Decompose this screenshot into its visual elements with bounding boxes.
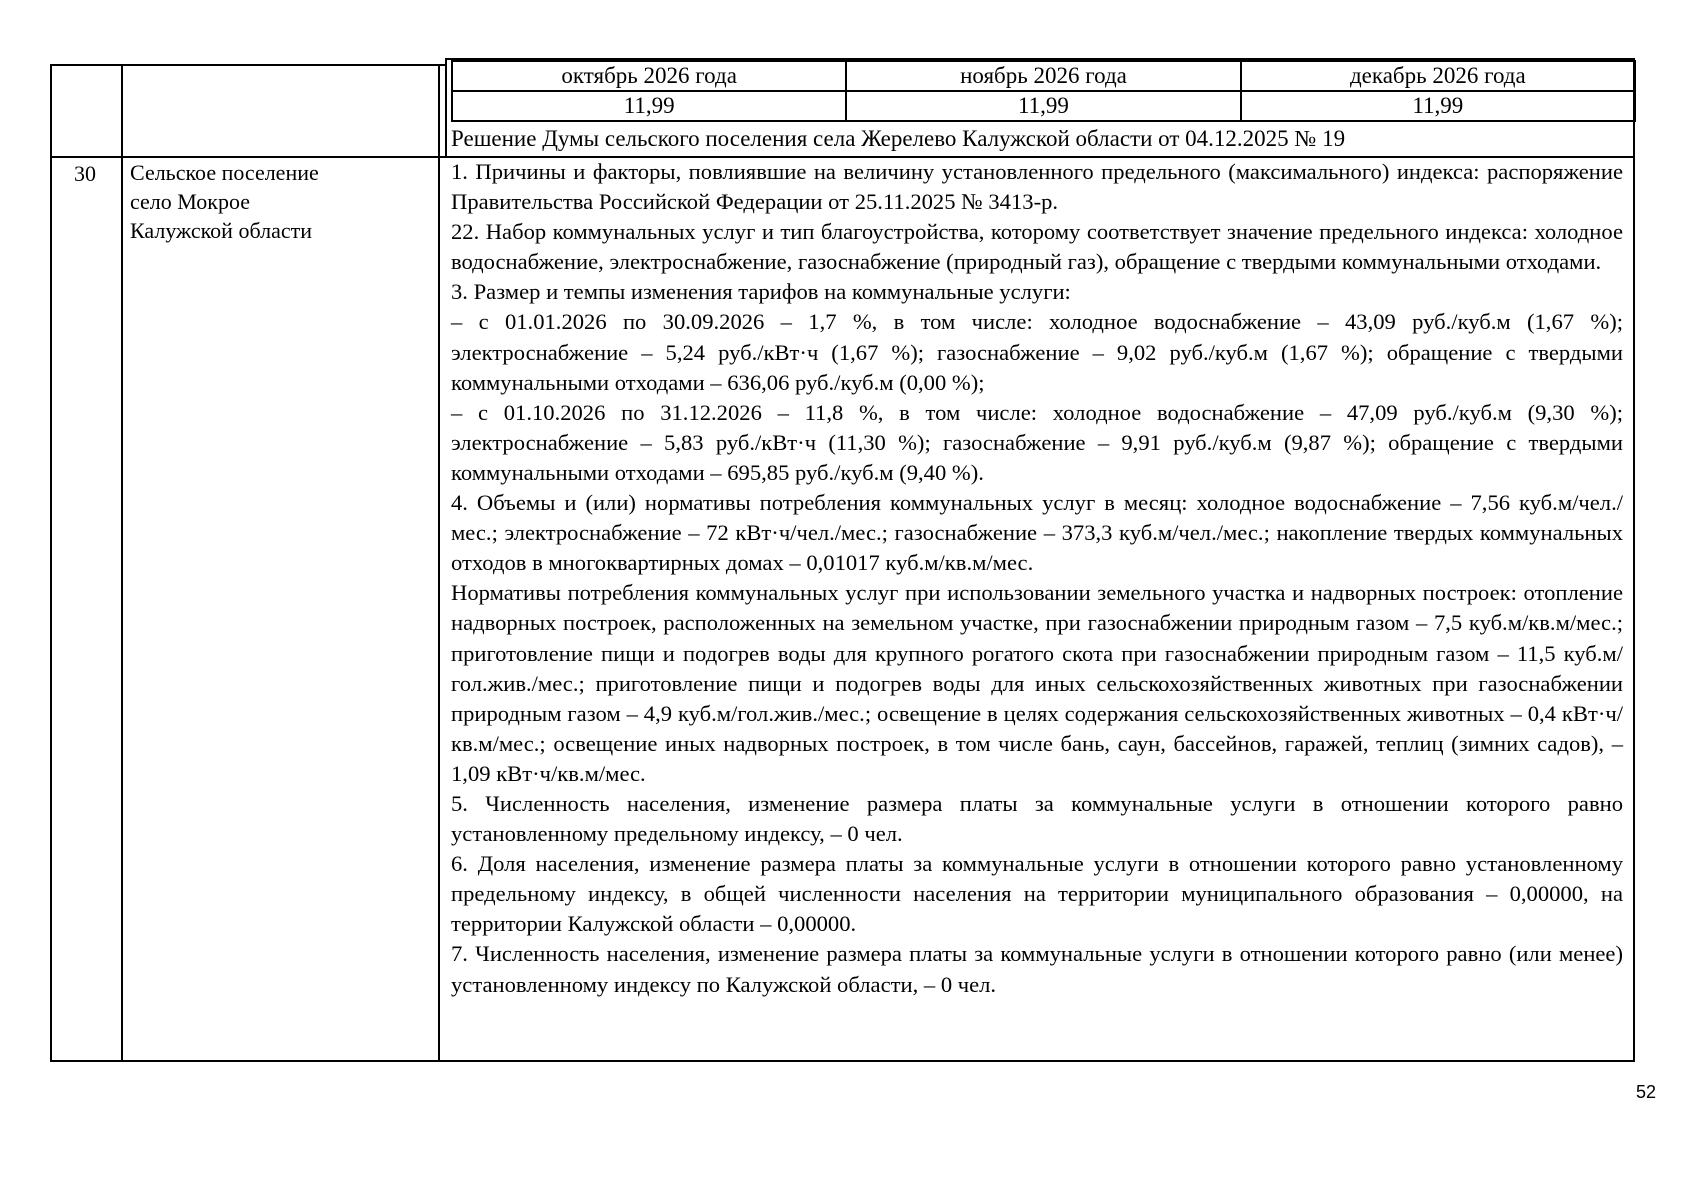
column-divider-2b xyxy=(445,58,447,156)
row-number: 30 xyxy=(74,161,96,186)
table-top-border xyxy=(50,64,447,66)
index-description xyxy=(451,157,1623,1000)
paragraph-tariffs-period-1: – с 01.01.2026 по 30.09.2026 – 1,7 %, в том числе: холодное водоснабжение – 43,09 руб./куб.м (1,67 %); электроснабжение – 5,24 руб./кВт·ч (1,67 %); газоснабжение – 9,02 руб./куб.м (1,67 %); обращение с твердыми коммунальными отходами – 636,06 руб./куб.м (0,00 %); xyxy=(451,309,1623,395)
month-header-december: декабрь 2026 года xyxy=(1241,61,1635,91)
paragraph-tariffs-period-2: – с 01.10.2026 по 31.12.2026 – 11,8 %, в том числе: холодное водоснабжение – 47,09 руб./куб.м (9,30 %); электроснабжение – 5,83 руб./кВт·ч (11,30 %); газоснабжение – 9,91 руб./куб.м (9,87 %); обращение с твердыми коммунальными отходами – 695,85 руб./куб.м (9,40 %). xyxy=(451,399,1623,485)
month-header-november: ноябрь 2026 года xyxy=(846,61,1240,91)
paragraph-tariffs-heading: 3. Размер и темпы изменения тарифов на коммунальные услуги: xyxy=(451,279,1071,305)
territory-line: Калужской области xyxy=(130,218,312,243)
territory-line: село Мокрое xyxy=(130,189,251,214)
month-value-december: 11,99 xyxy=(1241,91,1635,121)
table-value-row xyxy=(452,91,1635,121)
monthly-index-table xyxy=(451,60,1636,122)
paragraph-causes: 1. Причины и факторы, повлиявшие на величину установленного предельного (максимального) индекса: распоряжение Правительства Российской Федерации от 25.11.2025 № 3413-р. xyxy=(451,159,1623,215)
decision-reference: Решение Думы сельского поселения села Жерелево Калужской области от 04.12.2025 № 19 xyxy=(451,126,1346,151)
month-value-october: 11,99 xyxy=(452,91,846,121)
paragraph-service-set: 22. Набор коммунальных услуг и тип благоустройства, которому соответствует значение предельного индекса: холодное водоснабжение, электроснабжение, газоснабжение (природный газ), обращение с твердыми коммунальными отходами. xyxy=(451,219,1623,275)
page-number: 52 xyxy=(1636,1082,1657,1102)
table-header-row xyxy=(452,61,1635,91)
paragraph-population-share: 6. Доля населения, изменение размера платы за коммунальные услуги в отношении которого равно установленному предельному индексу, в общей численности населения на территории муниципального образования – 0,00000, на территории Калужской области – 0,00000. xyxy=(451,851,1623,937)
paragraph-population-count: 5. Численность населения, изменение размера платы за коммунальные услуги в отношении которого равно установленному предельному индексу, – 0 чел. xyxy=(451,790,1623,847)
paragraph-population-regional: 7. Численность населения, изменение размера платы за коммунальные услуги в отношении которого равно (или менее) установленному индексу по Калужской области, – 0 чел. xyxy=(451,941,1623,997)
month-value-november: 11,99 xyxy=(846,91,1240,121)
paragraph-land-norms: Нормативы потребления коммунальных услуг при использовании земельного участка и надворных построек: отопление надворных построек, расположенных на земельном участке, при газоснабжении природным газом – 7,5 куб.м/кв.м/мес.; приготовление пищи и подогрев воды для крупного рогатого скота при газоснабжении природным газом – 11,5 куб.м/гол.жив./мес.; приготовление пищи и подогрев воды для иных сельскохозяйственных животных при газоснабжении природным газом – 4,9 куб.м/гол.жив./мес.; освещение в целях содержания сельскохозяйственных животных – 0,4 кВт·ч/кв.м/мес.; освещение иных надворных построек, в том числе бань, саун, бассейнов, гаражей, теплиц (зимних садов), – 1,09 кВт·ч/кв.м/мес. xyxy=(451,580,1623,786)
paragraph-consumption-norms: 4. Объемы и (или) нормативы потребления коммунальных услуг в месяц: холодное водоснабжение – 7,56 куб.м/чел./мес.; электроснабжение – 72 кВт·ч/чел./мес.; газоснабжение – 373,3 куб.м/чел./мес.; накопление твердых коммунальных отходов в многоквартирных домах – 0,01017 куб.м/кв.м/мес. xyxy=(451,490,1623,576)
column-divider-1 xyxy=(121,64,123,1062)
table-bottom-border xyxy=(50,1060,1635,1062)
month-header-october: октябрь 2026 года xyxy=(452,61,846,91)
territory-line: Сельское поселение xyxy=(130,160,319,185)
territory-name xyxy=(130,158,430,245)
column-divider-2 xyxy=(438,64,440,1062)
table-left-border xyxy=(50,64,52,1062)
table-right-border xyxy=(1633,58,1635,1062)
